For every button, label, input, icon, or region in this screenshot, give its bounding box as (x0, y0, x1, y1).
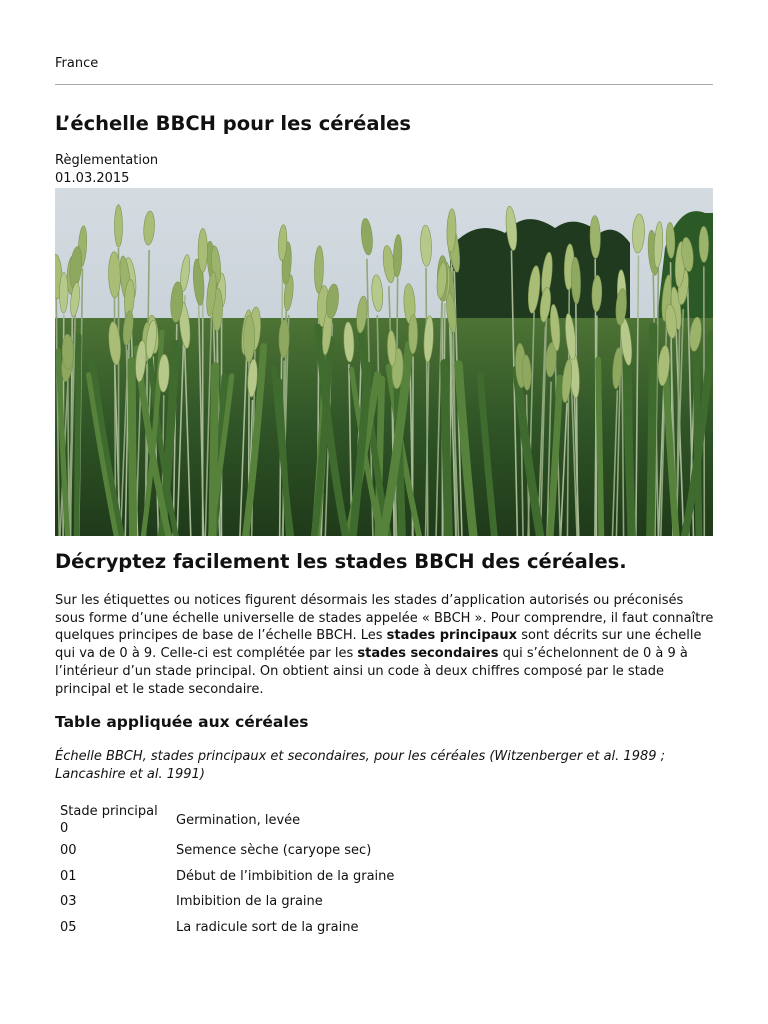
stage-description: Début de l’imbibition de la graine (176, 868, 395, 884)
wheat-ear (699, 226, 709, 262)
wheat-ear (408, 315, 417, 354)
wheat-field-photo (55, 188, 713, 536)
stage-description: Semence sèche (caryope sec) (176, 843, 372, 859)
stage-principal-description: Germination, levée (176, 812, 301, 828)
stage-description: La radicule sort de la graine (176, 919, 359, 935)
wheat-ear (114, 205, 122, 248)
table-caption: Échelle BBCH, stades principaux et secondaires, pour les céréales (Witzenberger et al. 1989 ; Lancashire et al. 1991) (55, 749, 666, 782)
article-category: Règlementation (55, 153, 159, 168)
wheat-leaf (626, 356, 631, 536)
intro-bold-secondaire: stades secondaires (357, 646, 499, 662)
stage-principal-label: Stade principal (60, 804, 158, 819)
stage-code: 00 (60, 843, 77, 859)
intro-text-1: Sur les étiquettes ou notices figurent désormais les stades d’application autorisés ou préconisés sous forme d’une échelle universelle de stades appelée « BBCH ». Pour comprendre, il faut connaître quelques principes de base de l’échelle BBCH. Les (55, 593, 714, 644)
stage-description: Imbibition de la graine (176, 894, 323, 910)
stage-principal-number: 0 (60, 821, 69, 836)
table-row (55, 889, 661, 915)
header-divider (55, 84, 713, 85)
stage-code: 05 (60, 919, 77, 935)
page-title: L’échelle BBCH pour les céréales (55, 112, 412, 135)
bbch-table (55, 802, 661, 940)
wheat-leaf (76, 336, 78, 536)
section-heading: Décryptez facilement les stades BBCH des céréales. (55, 550, 627, 573)
article-meta (55, 152, 158, 188)
wheat-ear (198, 229, 207, 273)
wheat-field-image (55, 188, 713, 536)
wheat-ear (243, 315, 255, 362)
intro-text-2: sont décrits sur une échelle qui va de 0 à 9. Celle-ci est complétée par les (55, 628, 702, 662)
tree-line (450, 219, 630, 318)
table-heading: Table appliquée aux céréales (55, 713, 309, 731)
country-label: France (55, 56, 99, 71)
wheat-leaf (650, 327, 653, 536)
wheat-leaf (598, 360, 601, 536)
intro-text-3: qui s’échelonnent de 0 à 9 à l’intérieur d’un stade principal. On obtient ainsi un code à deux chiffres composé par le stade principal et le stade secondaire. (55, 646, 688, 697)
table-row (55, 864, 661, 890)
intro-bold-principal: stades principaux (386, 628, 518, 644)
stage-code: 01 (60, 868, 77, 884)
wheat-leaf (445, 363, 449, 536)
wheat-leaf (696, 334, 699, 536)
table-row (55, 915, 661, 941)
wheat-leaf (132, 361, 133, 536)
wheat-ear (59, 272, 68, 313)
stage-principal-cell (55, 802, 171, 838)
table-header-row (55, 802, 661, 838)
intro-paragraph (55, 592, 717, 698)
stage-code: 03 (60, 894, 77, 910)
table-row (55, 838, 661, 864)
article-date: 01.03.2015 (55, 171, 130, 186)
